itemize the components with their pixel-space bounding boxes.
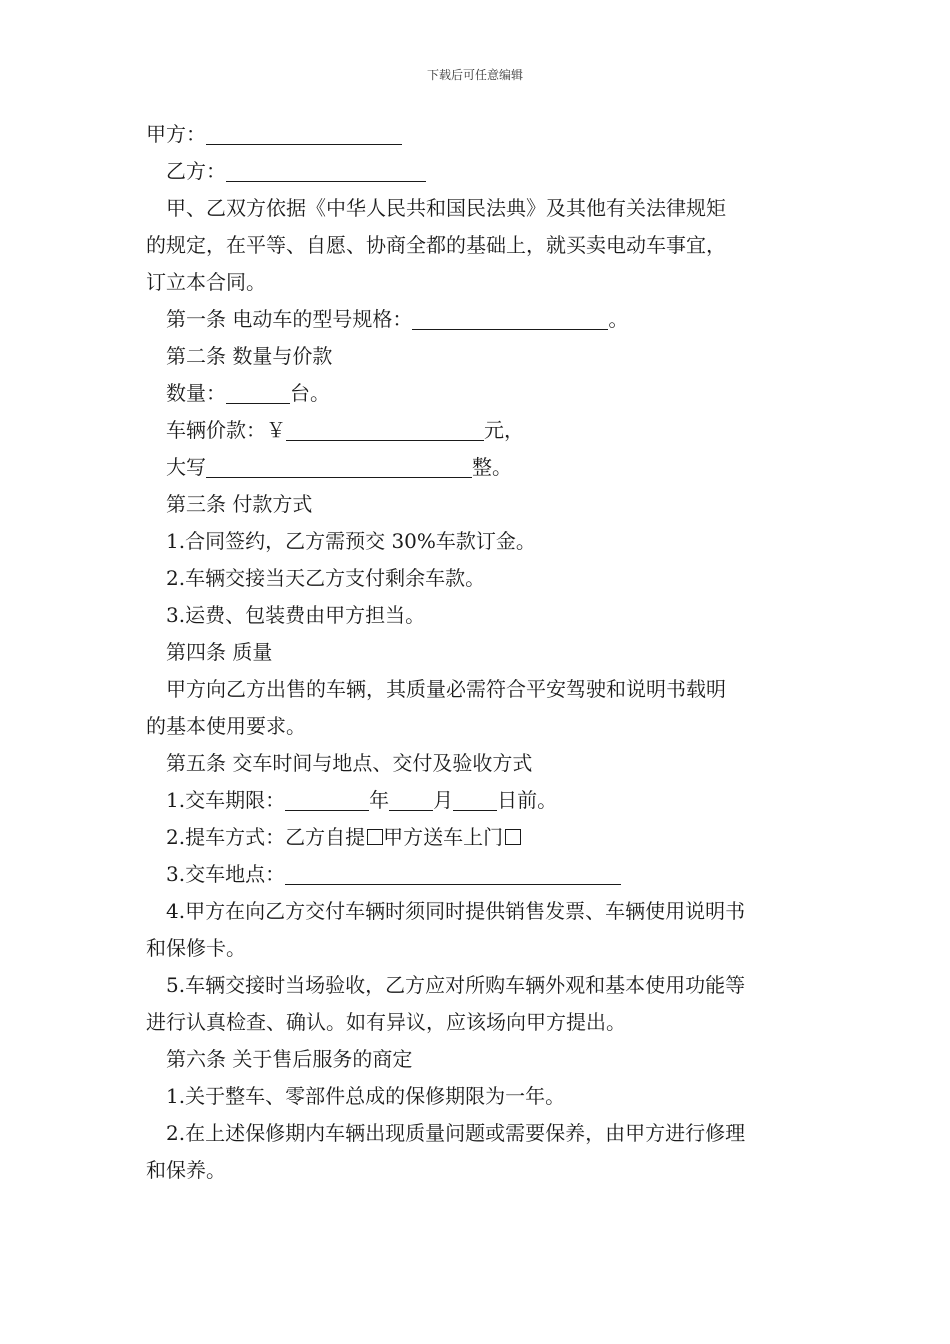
- payment-item-3: 3.运费、包装费由甲方担当。: [166, 603, 426, 627]
- quantity-unit: 台。: [290, 381, 330, 405]
- year-blank: [285, 788, 369, 811]
- price-blank: [286, 418, 484, 441]
- pickup-label: 2.提车方式：: [166, 825, 286, 849]
- article-3-title: 第三条 付款方式: [166, 492, 313, 516]
- service-item-2-line-2: 和保养。: [146, 1158, 226, 1182]
- article-2-title: 第二条 数量与价款: [166, 344, 333, 368]
- price-unit: 元，: [484, 418, 524, 442]
- pickup-option-self: 乙方自提: [285, 825, 366, 849]
- service-item-2-line-1: 2.在上述保修期内车辆出现质量问题或需要保养，由甲方进行修理: [166, 1121, 746, 1145]
- checkbox-delivery[interactable]: [505, 829, 521, 845]
- deadline-label: 1.交车期限：: [166, 788, 286, 812]
- delivery-item-4-line-1: 4.甲方在向乙方交付车辆时须同时提供销售发票、车辆使用说明书: [166, 899, 746, 923]
- capital-amount-line: [146, 449, 810, 486]
- article-4-title: 第四条 质量: [166, 640, 273, 664]
- party-a-line: [146, 116, 810, 153]
- capital-label: 大写: [166, 455, 206, 479]
- intro-line-2: 的规定，在平等、自愿、协商全都的基础上，就买卖电动车事宜，: [146, 233, 726, 257]
- price-label: 车辆价款：￥: [166, 418, 286, 442]
- service-item-1: 1.关于整车、零部件总成的保修期限为一年。: [166, 1084, 566, 1108]
- payment-item-1: 1.合同签约，乙方需预交 30%车款订金。: [166, 529, 536, 553]
- model-blank: [412, 307, 608, 330]
- article-5-title: 第五条 交车时间与地点、交付及验收方式: [166, 751, 533, 775]
- article-1-end: 。: [608, 307, 629, 331]
- delivery-deadline-line: [146, 782, 810, 819]
- quality-line-1: 甲方向乙方出售的车辆，其质量必需符合平安驾驶和说明书载明: [166, 677, 726, 701]
- quantity-label: 数量：: [166, 381, 226, 405]
- party-b-line: [146, 153, 810, 190]
- place-blank: [285, 862, 621, 885]
- article-6-title: 第六条 关于售后服务的商定: [166, 1047, 413, 1071]
- price-line: [146, 412, 810, 449]
- party-b-blank: [226, 159, 426, 182]
- quantity-blank: [226, 381, 290, 404]
- delivery-item-5-line-2: 进行认真检查、确认。如有异议，应该场向甲方提出。: [146, 1010, 626, 1034]
- capital-blank: [206, 455, 472, 478]
- delivery-item-4-line-2: 和保修卡。: [146, 936, 246, 960]
- month-label: 月: [433, 788, 454, 812]
- delivery-item-5-line-1: 5.车辆交接时当场验收，乙方应对所购车辆外观和基本使用功能等: [166, 973, 746, 997]
- quality-line-2: 的基本使用要求。: [146, 714, 306, 738]
- year-label: 年: [369, 788, 390, 812]
- party-a-label: 甲方：: [146, 122, 206, 146]
- capital-unit: 整。: [472, 455, 512, 479]
- place-label: 3.交车地点：: [166, 862, 286, 886]
- contract-body: [146, 116, 810, 1189]
- article-1: [146, 301, 810, 338]
- article-1-label: 第一条 电动车的型号规格：: [166, 307, 413, 331]
- month-blank: [389, 788, 433, 811]
- party-b-label: 乙方：: [166, 159, 226, 183]
- party-a-blank: [206, 122, 402, 145]
- quantity-line: [146, 375, 810, 412]
- delivery-place-line: [146, 856, 810, 893]
- page-header: 下载后可任意编辑: [426, 68, 523, 82]
- intro-line-1: 甲、乙双方依据《中华人民共和国民法典》及其他有关法律规矩: [166, 196, 726, 220]
- day-blank: [453, 788, 497, 811]
- pickup-method-line: [146, 819, 810, 856]
- pickup-option-delivery: 甲方送车上门: [383, 825, 504, 849]
- checkbox-self-pickup[interactable]: [367, 829, 383, 845]
- payment-item-2: 2.车辆交接当天乙方支付剩余车款。: [166, 566, 486, 590]
- day-label: 日前。: [497, 788, 558, 812]
- intro-line-3: 订立本合同。: [146, 270, 266, 294]
